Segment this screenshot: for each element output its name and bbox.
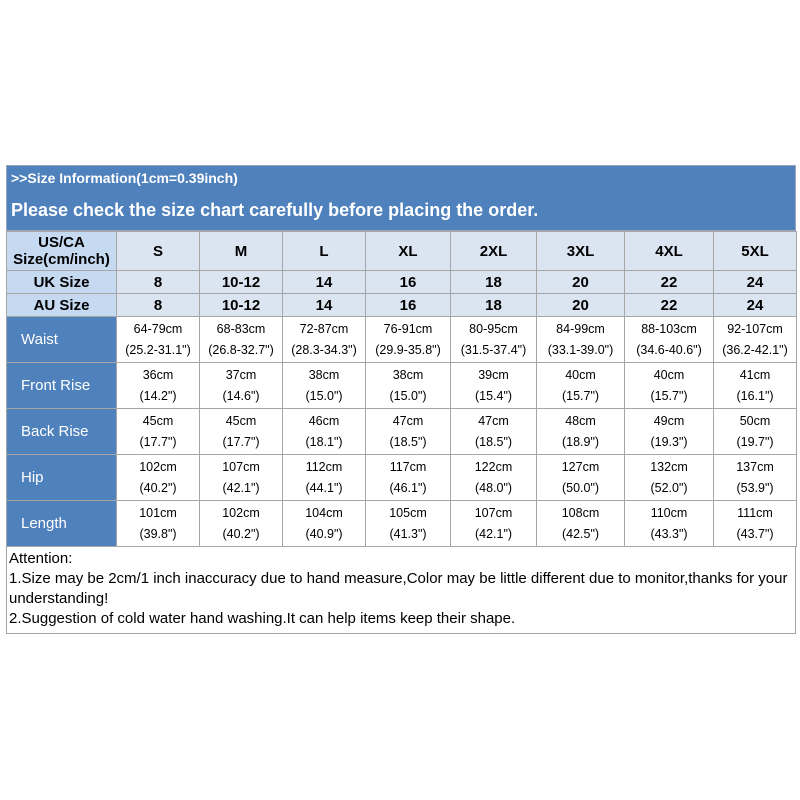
- measurement-inch: (15.7"): [650, 388, 688, 403]
- uk-size-cell: 16: [366, 271, 451, 294]
- au-size-cell: 22: [625, 294, 714, 317]
- attention-note-2: 2.Suggestion of cold water hand washing.It can help items keep their shape.: [9, 610, 516, 627]
- measurement-cm: 112cm: [305, 459, 343, 474]
- measurement-cell: [200, 455, 283, 501]
- measurement-label: Hip: [7, 455, 117, 501]
- us-size-cell: 3XL: [537, 232, 625, 271]
- us-size-cell: S: [117, 232, 200, 271]
- measurement-cell: [714, 455, 797, 501]
- measurement-cell: [117, 501, 200, 547]
- uk-size-cell: 10-12: [200, 271, 283, 294]
- measurement-cell: [366, 317, 451, 363]
- measurement-cell: [451, 409, 537, 455]
- measurement-cm: 72-87cm: [299, 321, 349, 336]
- au-size-cell: 14: [283, 294, 366, 317]
- measurement-inch: (48.0"): [474, 480, 513, 495]
- measurement-cell: [714, 501, 797, 547]
- measurement-cm: 111cm: [737, 505, 773, 520]
- measurement-inch: (25.2-31.1"): [125, 342, 191, 357]
- measurement-label: Front Rise: [7, 363, 117, 409]
- measurement-cell: [537, 501, 625, 547]
- measurement-cell: [366, 409, 451, 455]
- measurement-inch: (17.7"): [139, 434, 177, 449]
- measurement-cm: 127cm: [561, 459, 600, 474]
- measurement-inch: (14.6"): [222, 388, 260, 403]
- measurement-inch: (15.4"): [474, 388, 513, 403]
- measurement-inch: (17.7"): [222, 434, 260, 449]
- measurement-cm: 132cm: [650, 459, 688, 474]
- measurement-inch: (39.8"): [139, 526, 177, 541]
- uk-size-label: UK Size: [7, 271, 117, 294]
- au-size-cell: 24: [714, 294, 797, 317]
- uk-size-cell: 22: [625, 271, 714, 294]
- measurement-cm: 110cm: [650, 505, 688, 520]
- measurement-cm: 107cm: [474, 505, 513, 520]
- measurement-inch: (40.2"): [222, 526, 260, 541]
- measurement-cell: [451, 501, 537, 547]
- measurement-cm: 102cm: [139, 459, 177, 474]
- us-size-cell: 2XL: [451, 232, 537, 271]
- measurement-cell: [537, 409, 625, 455]
- measurement-cm: 80-95cm: [469, 321, 518, 336]
- measurement-inch: (33.1-39.0"): [547, 342, 614, 357]
- measurement-cell: [451, 317, 537, 363]
- measurement-cell: [366, 455, 451, 501]
- size-table: [6, 231, 797, 547]
- measurement-cell: [625, 363, 714, 409]
- measurement-inch: (40.9"): [305, 526, 343, 541]
- measurement-cm: 45cm: [225, 413, 257, 428]
- measurement-inch: (18.5"): [474, 434, 513, 449]
- measurement-cell: [283, 409, 366, 455]
- attention-notes: [6, 547, 796, 634]
- measurement-cm: 36cm: [142, 367, 174, 382]
- us-size-cell: L: [283, 232, 366, 271]
- measurement-inch: (15.0"): [389, 388, 427, 403]
- measurement-cell: [200, 363, 283, 409]
- measurement-inch: (19.7"): [736, 434, 774, 449]
- measurement-row: [7, 317, 797, 363]
- measurement-cm: 45cm: [142, 413, 174, 428]
- measurement-inch: (53.9"): [736, 480, 774, 495]
- measurement-cm: 122cm: [474, 459, 513, 474]
- measurement-cell: [200, 317, 283, 363]
- measurement-cm: 107cm: [222, 459, 260, 474]
- measurement-cell: [283, 317, 366, 363]
- measurement-cm: 108cm: [561, 505, 600, 520]
- uk-size-cell: 20: [537, 271, 625, 294]
- us-size-cell: 5XL: [714, 232, 797, 271]
- measurement-inch: (18.9"): [561, 434, 600, 449]
- measurement-inch: (18.5"): [389, 434, 427, 449]
- measurement-cell: [451, 455, 537, 501]
- measurement-cm: 76-91cm: [383, 321, 433, 336]
- measurement-cm: 84-99cm: [556, 321, 605, 336]
- uk-size-cell: 8: [117, 271, 200, 294]
- measurement-cell: [117, 317, 200, 363]
- measurement-cell: [714, 363, 797, 409]
- measurement-cell: [537, 363, 625, 409]
- measurement-cm: 68-83cm: [216, 321, 266, 336]
- measurement-cell: [117, 409, 200, 455]
- au-size-cell: 8: [117, 294, 200, 317]
- measurement-inch: (26.8-32.7"): [208, 342, 274, 357]
- measurement-row: [7, 501, 797, 547]
- measurement-inch: (43.3"): [650, 526, 688, 541]
- measurement-cm: 47cm: [392, 413, 424, 428]
- measurement-cell: [537, 455, 625, 501]
- measurement-cm: 38cm: [392, 367, 424, 382]
- au-size-row: [7, 294, 797, 317]
- measurement-cm: 117cm: [389, 459, 427, 474]
- measurement-cm: 49cm: [653, 413, 685, 428]
- us-size-label-line1: US/CA: [38, 234, 85, 251]
- measurement-inch: (14.2"): [139, 388, 177, 403]
- measurement-cell: [537, 317, 625, 363]
- measurement-cm: 104cm: [305, 505, 343, 520]
- measurement-inch: (31.5-37.4"): [460, 342, 527, 357]
- measurement-inch: (15.0"): [305, 388, 343, 403]
- measurement-inch: (41.3"): [389, 526, 427, 541]
- measurement-cell: [714, 317, 797, 363]
- measurement-cm: 88-103cm: [641, 321, 697, 336]
- measurement-label: Back Rise: [7, 409, 117, 455]
- measurement-cell: [200, 409, 283, 455]
- measurement-cm: 41cm: [739, 367, 771, 382]
- size-info-header: >>Size Information(1cm=0.39inch): [6, 165, 796, 190]
- size-chart: [6, 165, 796, 634]
- uk-size-cell: 18: [451, 271, 537, 294]
- au-size-cell: 10-12: [200, 294, 283, 317]
- measurement-inch: (46.1"): [389, 480, 427, 495]
- us-size-row: [7, 232, 797, 271]
- measurement-cell: [283, 363, 366, 409]
- au-size-cell: 18: [451, 294, 537, 317]
- attention-note-1: 1.Size may be 2cm/1 inch inaccuracy due to hand measure,Color may be little different due to monitor,thanks for your understanding!: [9, 570, 788, 607]
- measurement-inch: (42.5"): [561, 526, 600, 541]
- measurement-cell: [625, 317, 714, 363]
- measurement-label: Length: [7, 501, 117, 547]
- measurement-label: Waist: [7, 317, 117, 363]
- attention-title: Attention:: [9, 550, 73, 567]
- measurement-inch: (19.3"): [650, 434, 688, 449]
- measurement-inch: (40.2"): [139, 480, 177, 495]
- measurement-cm: 46cm: [308, 413, 340, 428]
- us-size-cell: M: [200, 232, 283, 271]
- measurement-cell: [117, 455, 200, 501]
- measurement-row: [7, 455, 797, 501]
- measurement-inch: (34.6-40.6"): [636, 342, 702, 357]
- measurement-inch: (42.1"): [474, 526, 513, 541]
- uk-size-cell: 14: [283, 271, 366, 294]
- us-size-cell: 4XL: [625, 232, 714, 271]
- measurement-cm: 47cm: [478, 413, 509, 428]
- measurement-row: [7, 409, 797, 455]
- au-size-cell: 20: [537, 294, 625, 317]
- measurement-inch: (28.3-34.3"): [291, 342, 357, 357]
- measurement-cm: 37cm: [225, 367, 257, 382]
- measurement-cm: 64-79cm: [133, 321, 183, 336]
- au-size-label: AU Size: [7, 294, 117, 317]
- measurement-cell: [366, 501, 451, 547]
- measurement-cm: 101cm: [139, 505, 177, 520]
- measurement-inch: (15.7"): [561, 388, 600, 403]
- measurement-inch: (44.1"): [305, 480, 343, 495]
- measurement-row: [7, 363, 797, 409]
- measurement-cell: [200, 501, 283, 547]
- measurement-inch: (50.0"): [561, 480, 600, 495]
- measurement-cell: [283, 501, 366, 547]
- au-size-cell: 16: [366, 294, 451, 317]
- measurement-inch: (43.7"): [736, 526, 774, 541]
- measurement-cm: 38cm: [308, 367, 340, 382]
- us-size-cell: XL: [366, 232, 451, 271]
- measurement-inch: (18.1"): [305, 434, 343, 449]
- us-size-label-line2: Size(cm/inch): [13, 251, 110, 268]
- measurement-cm: 48cm: [565, 413, 596, 428]
- measurement-inch: (29.9-35.8"): [375, 342, 441, 357]
- measurement-cell: [625, 501, 714, 547]
- measurement-inch: (42.1"): [222, 480, 260, 495]
- measurement-cm: 40cm: [653, 367, 685, 382]
- measurement-cell: [625, 455, 714, 501]
- measurement-cell: [283, 455, 366, 501]
- measurement-cm: 40cm: [565, 367, 596, 382]
- measurement-cm: 92-107cm: [727, 321, 783, 336]
- us-size-label: [7, 232, 117, 271]
- measurement-cm: 102cm: [222, 505, 260, 520]
- measurement-cell: [451, 363, 537, 409]
- measurement-cell: [625, 409, 714, 455]
- measurement-cm: 137cm: [736, 459, 774, 474]
- uk-size-row: [7, 271, 797, 294]
- measurement-cm: 105cm: [389, 505, 427, 520]
- measurement-cell: [366, 363, 451, 409]
- uk-size-cell: 24: [714, 271, 797, 294]
- measurement-cm: 50cm: [739, 413, 771, 428]
- measurement-cell: [714, 409, 797, 455]
- size-notice-header: Please check the size chart carefully before placing the order.: [6, 190, 796, 231]
- measurement-cm: 39cm: [478, 367, 509, 382]
- measurement-inch: (16.1"): [736, 388, 774, 403]
- measurement-inch: (52.0"): [650, 480, 688, 495]
- measurement-cell: [117, 363, 200, 409]
- measurement-inch: (36.2-42.1"): [722, 342, 788, 357]
